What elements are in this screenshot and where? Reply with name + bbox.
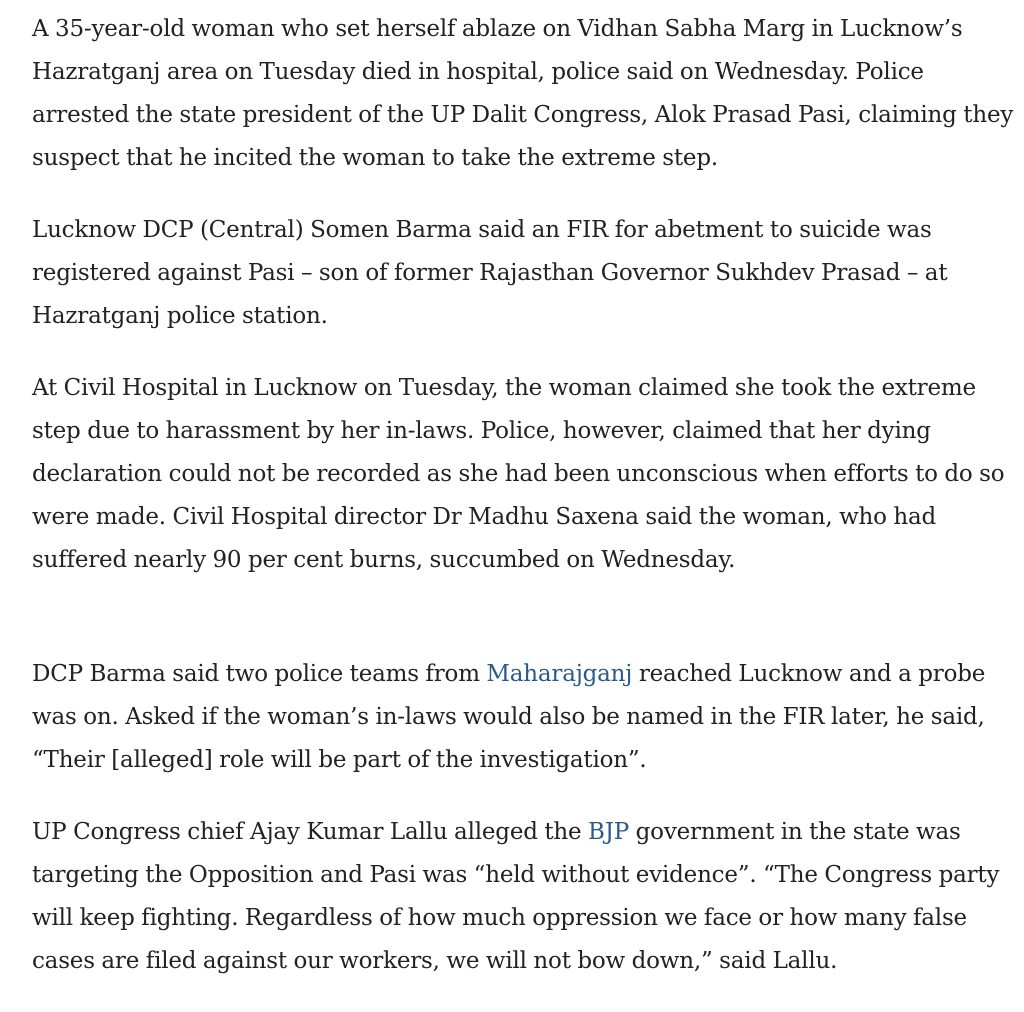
- paragraph-2: Lucknow DCP (Central) Somen Barma said an FIR for abetment to suicide was registered against Pasi – son of former Rajasthan Governor Sukhdev Prasad – at Hazratganj police station.: [32, 217, 948, 329]
- article-body: [32, 8, 1016, 1012]
- paragraph-5: [32, 811, 1016, 983]
- paragraph-4-text-after: reached Lucknow and a probe was on. Asked if the woman’s in-laws would also be named in the FIR later, he said, “Their [alleged] role will be part of the investigation”.: [32, 661, 986, 773]
- paragraph-4: [32, 653, 1016, 782]
- paragraph-3: At Civil Hospital in Lucknow on Tuesday, the woman claimed she took the extreme step due to harassment by her in-laws. Police, however, claimed that her dying declaration could not be recorded as she had been unconscious when efforts to do so were made. Civil Hospital director Dr Madhu Saxena said the woman, who had suffered nearly 90 per cent burns, succumbed on Wednesday.: [32, 375, 1005, 573]
- maharajganj-link[interactable]: Maharajganj: [486, 661, 633, 687]
- bjp-link[interactable]: BJP: [588, 819, 630, 845]
- paragraph-1: A 35-year-old woman who set herself ablaze on Vidhan Sabha Marg in Lucknow’s Hazratganj area on Tuesday died in hospital, police said on Wednesday. Police arrested the state president of the UP Dalit Congress, Alok Prasad Pasi, claiming they suspect that he incited the woman to take the extreme step.: [32, 16, 1014, 171]
- paragraph-5-text-after: government in the state was targeting the Opposition and Pasi was “held without evidence”. “The Congress party will keep fighting. Regardless of how much oppression we face or how many false cases are filed against our workers, we will not bow down,” said Lallu.: [32, 819, 1000, 974]
- paragraph-4-text-before: DCP Barma said two police teams from: [32, 661, 487, 687]
- paragraph-5-text-before: UP Congress chief Ajay Kumar Lallu alleged the: [32, 819, 589, 845]
